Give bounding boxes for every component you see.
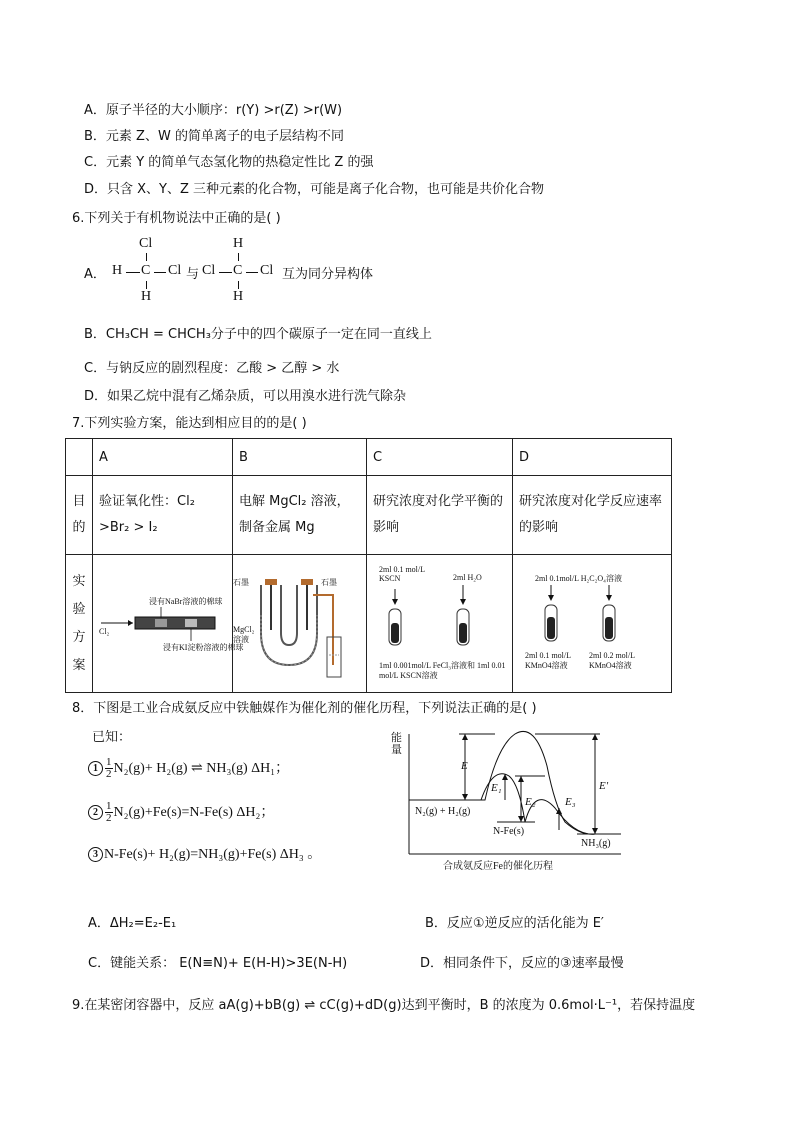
q8-option-b: B．反应①逆反应的活化能为 E′ [425,916,604,931]
q6-option-a-prefix: A． [84,267,106,282]
q8-known: 已知： [92,730,132,745]
q6-option-a-mid: 与 [186,267,200,282]
header-c: C [367,439,513,476]
q6-option-a-suffix: 互为同分异构体 [282,267,374,282]
q9-stem: 9.在某密闭容器中，反应 aA(g)+bB(g) ⇌ cC(g)+dD(g)达到平衡时，B 的浓度为 0.6mol·L⁻¹，若保持温度 [72,998,696,1013]
q6-stem: 6.下列关于有机物说法中正确的是( ) [72,211,281,226]
q6-option-a [84,236,504,306]
test-tubes-d-icon [513,555,672,692]
q5-option-a: A．原子半径的大小顺序：r(Y) >r(Z) >r(W) [84,103,343,118]
purpose-d: 研究浓度对化学反应速率的影响 [513,476,672,555]
energy-profile-graph [385,726,635,874]
experiment-table [65,438,672,693]
q8-equation-2: 2 $\frac{1}{2}$ N₂(g)+Fe(s)=N-Fe(s) ΔH₂； [88,801,274,824]
q8-option-c: C．键能关系： E(N≡N)+ E(H-H)>3E(N-H) [88,956,348,971]
purpose-c: 研究浓度对化学平衡的影响 [367,476,513,555]
glass-tube-diagram [93,555,231,692]
figure-c: 2ml 0.1 mol/L KSCN 2ml H₂O 1ml 0.001mol/L FeCl₃溶液和 1ml 0.01 mol/L KSCN溶液 [367,555,513,693]
q8-option-a: A．ΔH₂=E₂-E₁ [88,916,177,931]
purpose-b: 电解 MgCl₂ 溶液，制备金属 Mg [233,476,367,555]
header-d: D [513,439,672,476]
purpose-a: 验证氧化性：Cl₂ >Br₂ > I₂ [93,476,233,555]
q8-stem: 8．下图是工业合成氨反应中铁触媒作为催化剂的催化历程，下列说法正确的是( ) [72,701,537,716]
u-tube-electrolysis-icon [233,555,367,692]
q8-equation-3: 3 N-Fe(s)+ H₂(g)=NH₃(g)+Fe(s) ΔH₃ 。 [88,843,321,863]
row-label-scheme: 实验方案 [66,555,93,693]
q7-stem: 7.下列实验方案，能达到相应目的的是( ) [72,416,307,431]
figure-b: 石墨 石墨 MgCl₂ 溶液 [233,555,367,693]
q6-option-b: B．CH₃CH = CHCH₃分子中的四个碳原子一定在同一直线上 [84,327,432,342]
energy-diagram: 能量 E E₁ E₂ E₃ E′ N₂(g) + H₂(g) N-Fe(s) NH₃(g) 合成氨反应Fe的催化历程 [385,726,635,874]
figure-a: 浸有NaBr溶液的棉球 Cl₂ 浸有KI淀粉溶液的棉球 [93,555,233,693]
q8-equation-1: 1 $\frac{1}{2}$ N₂(g)+ H₂(g) ⇌ NH₃(g) ΔH₁； [88,757,289,780]
header-a: A [93,439,233,476]
structure-1: Cl H C Cl H [112,236,182,304]
row-label-purpose: 目的 [66,476,93,555]
q6-option-c: C．与钠反应的剧烈程度：乙酸 > 乙醇 > 水 [84,361,340,376]
structure-2: H Cl C Cl H [202,236,274,304]
table-corner [66,439,93,476]
q5-option-b: B．元素 Z、W 的简单离子的电子层结构不同 [84,129,344,144]
figure-d: 2ml 0.1mol/L H₂C₂O₄溶液 2ml 0.1 mol/L KMnO4溶液 2ml 0.2 mol/L KMnO4溶液 [513,555,672,693]
header-b: B [233,439,367,476]
q6-option-d: D．如果乙烷中混有乙烯杂质，可以用溴水进行洗气除杂 [84,389,407,404]
q5-option-d: D．只含 X、Y、Z 三种元素的化合物，可能是离子化合物，也可能是共价化合物 [84,182,545,197]
q8-option-d: D．相同条件下，反应的③速率最慢 [420,956,624,971]
q5-option-c: C．元素 Y 的简单气态氢化物的热稳定性比 Z 的强 [84,155,374,170]
